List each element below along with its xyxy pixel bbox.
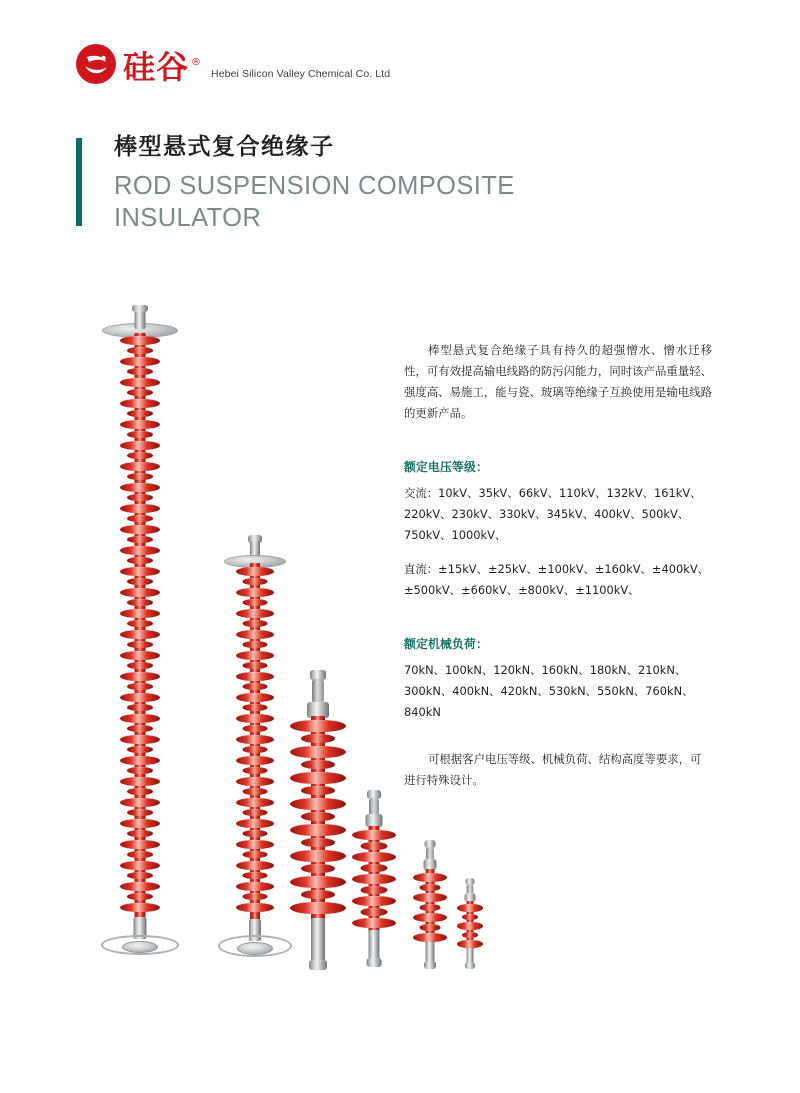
title-chinese: 棒型悬式复合绝缘子 bbox=[114, 134, 335, 160]
bottom-fitting bbox=[311, 918, 325, 964]
bottom-end-fitting bbox=[367, 958, 382, 967]
voltage-section bbox=[404, 458, 712, 601]
load-values: 70kN、100kN、120kN、160kN、180kN、210kN、300kN、400kN、420kN、530kN、550kN、760kN、840kN bbox=[404, 663, 694, 719]
logo-chinese-name bbox=[123, 48, 203, 86]
intro-paragraph: 棒型悬式复合绝缘子具有持久的超强憎水、憎水迁移性，可有效提高输电线路的防污闪能力，同时该产品重量轻、强度高、易施工，能与瓷、玻璃等绝缘子互换使用是输电线路的更新产品。 bbox=[404, 343, 712, 420]
voltage-heading: 额定电压等级： bbox=[404, 460, 488, 474]
top-end-fitting bbox=[132, 305, 148, 312]
bottom-end-fitting bbox=[424, 961, 436, 969]
voltage-dc-values: 直流：±15kV、±25kV、±100kV、±160kV、±400kV、±500kV、±660kV、±800kV、±1100kV、 bbox=[404, 562, 710, 597]
title-accent-bar bbox=[76, 138, 82, 226]
insulator-tiny bbox=[448, 878, 492, 970]
load-heading: 额定机械负荷： bbox=[404, 637, 488, 651]
page-header bbox=[0, 0, 800, 110]
silicon-valley-circle-logo bbox=[76, 44, 116, 84]
mechanical-load-section bbox=[404, 635, 712, 723]
custom-design-note: 可根据客户电压等级、机械负荷、结构高度等要求，可进行特殊设计。 bbox=[404, 752, 702, 787]
company-logo bbox=[76, 44, 390, 84]
page-title bbox=[76, 132, 716, 234]
insulator-largest bbox=[80, 305, 200, 970]
description-column bbox=[404, 340, 712, 791]
title-english-line1: ROD SUSPENSION COMPOSITE bbox=[114, 172, 515, 200]
voltage-ac-values: 交流：10kV、35kV、66kV、110kV、132kV、161kV、220kV、230kV、330kV、345kV、400kV、500kV、750kV、1000kV、 bbox=[404, 486, 702, 542]
logo-swoosh-icon bbox=[76, 44, 116, 84]
logo-english-name: Hebei Silicon Valley Chemical Co. Ltd bbox=[211, 68, 391, 80]
registered-mark: ® bbox=[191, 57, 203, 68]
top-ball-socket bbox=[312, 679, 324, 703]
product-illustration bbox=[70, 280, 400, 970]
bottom-end-fitting bbox=[309, 960, 327, 970]
insulator-small bbox=[338, 790, 410, 970]
top-fitting bbox=[135, 309, 146, 329]
title-english bbox=[114, 170, 716, 234]
bottom-end-fitting bbox=[465, 962, 475, 969]
logo-chinese-text: 硅谷 bbox=[123, 48, 190, 86]
bottom-end-disc bbox=[122, 941, 158, 953]
title-english-line2: INSULATOR bbox=[114, 204, 262, 232]
